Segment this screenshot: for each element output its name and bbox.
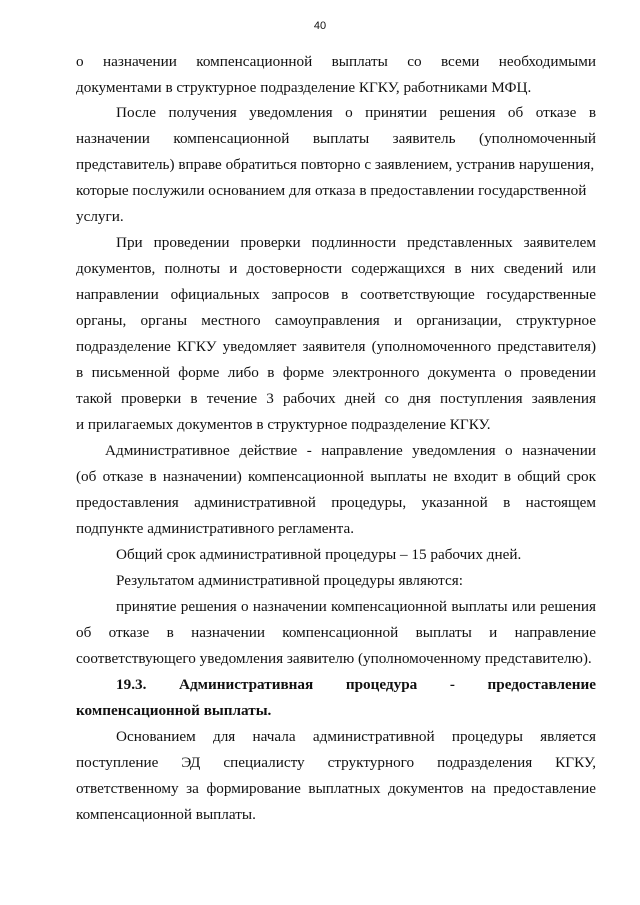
page-number: 40 (313, 20, 327, 32)
text-line: документами в структурное подразделение КГКУ, работниками МФЦ. (76, 79, 532, 96)
text-line: услуги. (76, 208, 124, 225)
text-line: и прилагаемых документов в структурное подразделение КГКУ. (76, 416, 491, 433)
text-line: принятие решения о назначении компенсационной выплаты или решения (116, 598, 596, 615)
text-line: направлении официальных запросов в соответствующие государственные (76, 286, 596, 303)
text-line: такой проверки в течение 3 рабочих дней со дня поступления заявления (76, 390, 596, 407)
text-line: назначении компенсационной выплаты заявитель (уполномоченный (76, 130, 596, 147)
text-line: которые послужили основанием для отказа в предоставлении государственной (76, 182, 587, 199)
section-heading: компенсационной выплаты. (76, 702, 272, 719)
text-line: об отказе в назначении компенсационной выплаты и направление (76, 624, 596, 641)
text-line: Основанием для начала административной процедуры является (116, 728, 596, 745)
text-line: соответствующего уведомления заявителю (уполномоченному представителю). (76, 650, 592, 667)
text-line: представитель) вправе обратиться повторно с заявлением, устранив нарушения, (76, 156, 595, 173)
text-line: о назначении компенсационной выплаты со всеми необходимыми (76, 53, 596, 70)
text-line: поступление ЭД специалисту структурного подразделения КГКУ, (76, 754, 596, 771)
text-line: в письменной форме либо в форме электронного документа о проведении (76, 364, 596, 381)
text-line: подразделение КГКУ уведомляет заявителя (уполномоченного представителя) (76, 338, 596, 355)
text-line: Административное действие - направление уведомления о назначении (105, 442, 596, 459)
text-line: документов, полноты и достоверности содержащихся в них сведений или (76, 260, 596, 277)
text-line: компенсационной выплаты. (76, 806, 256, 823)
section-heading: 19.3. Административная процедура - предоставление (116, 676, 596, 693)
text-line: подпункте административного регламента. (76, 520, 355, 537)
text-line: предоставления административной процедуры, указанной в настоящем (76, 494, 596, 511)
text-line: После получения уведомления о принятии решения об отказе в (116, 104, 596, 121)
text-line: (об отказе в назначении) компенсационной выплаты не входит в общий срок (76, 468, 596, 485)
text-line: При проведении проверки подлинности представленных заявителем (116, 234, 596, 251)
text-line: Общий срок административной процедуры – 15 рабочих дней. (116, 546, 522, 563)
text-line: органы, органы местного самоуправления и организации, структурное (76, 312, 596, 329)
text-line: Результатом административной процедуры являются: (116, 572, 463, 589)
text-line: ответственному за формирование выплатных документов на предоставление (76, 780, 596, 797)
